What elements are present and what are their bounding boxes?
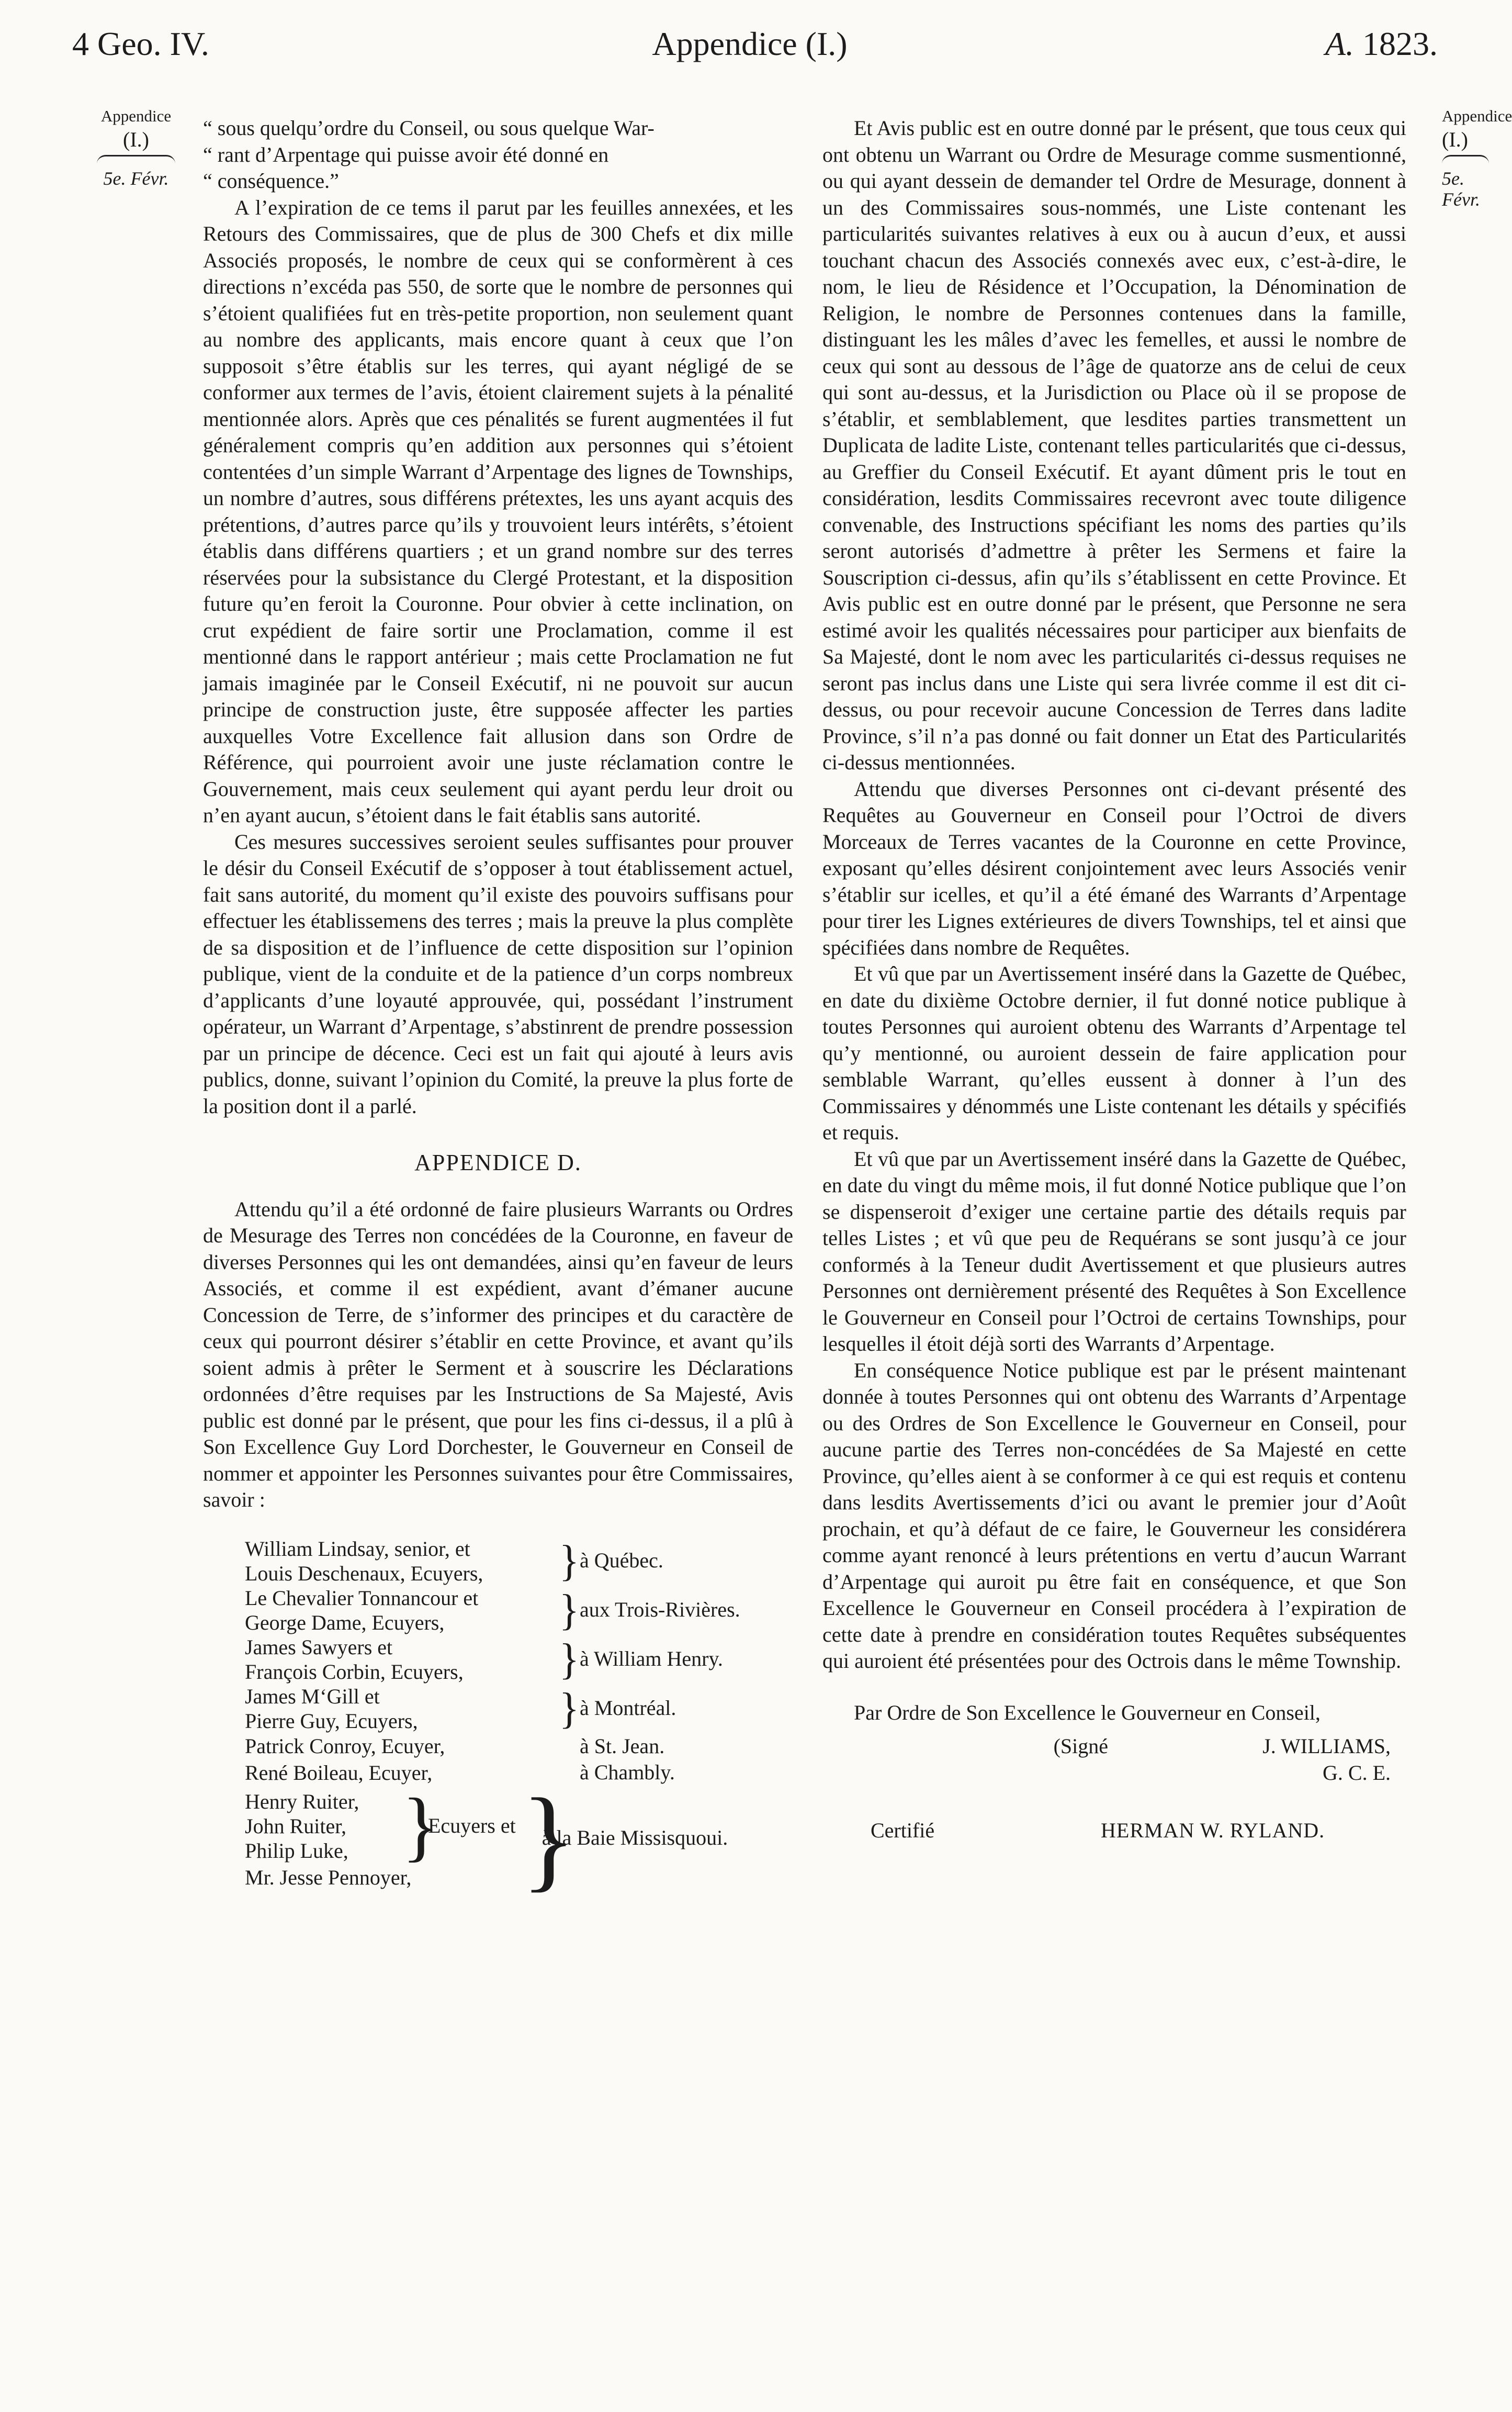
signed-label: (Signé bbox=[1053, 1734, 1108, 1758]
signer-name: J. WILLIAMS, bbox=[1262, 1734, 1391, 1758]
margin-date: 5e. Févr. bbox=[103, 168, 169, 189]
commissioner-name: James Sawyers et bbox=[245, 1635, 393, 1659]
commissioner-place: à Québec. bbox=[580, 1549, 663, 1573]
section-heading: APPENDICE D. bbox=[414, 1150, 582, 1175]
commissioner-name: William Lindsay, senior, et bbox=[245, 1536, 470, 1561]
quote-line: “ rant d’Arpentage qui puisse avoir été donné en bbox=[203, 142, 609, 166]
margin-label: Appendice bbox=[100, 107, 172, 125]
left-column bbox=[203, 115, 793, 1902]
commissioner-name: Philip Luke, bbox=[245, 1838, 348, 1863]
commissioner-place: à William Henry. bbox=[580, 1647, 723, 1671]
commissioner-name: Henry Ruiter, bbox=[245, 1789, 359, 1813]
commissioner-single bbox=[203, 1759, 793, 1786]
header-letter: A. bbox=[1325, 25, 1354, 62]
right-column bbox=[822, 115, 1406, 1844]
commissioner-name: Louis Deschenaux, Ecuyers, bbox=[245, 1561, 483, 1585]
quote-line: “ sous quelqu’ordre du Conseil, ou sous quelque War- bbox=[203, 116, 655, 140]
brace-icon: } bbox=[402, 1782, 439, 1869]
commissioner-single bbox=[203, 1733, 793, 1760]
commissioner-name: François Corbin, Ecuyers, bbox=[245, 1659, 464, 1684]
commissioner-name: George Dame, Ecuyers, bbox=[245, 1610, 445, 1634]
paragraph: Attendu que diverses Personnes ont ci-devant présenté des Requêtes au Gouverneur en Conseil pour l’Octroi de divers Morceaux de Terres vacantes de la Couronne en cette Province, exposant qu’elles désirent conjointement avec leurs Associés venir s’établir sur icelles, et qu’il a été émané des Warrants d’Arpentage pour tirer les Lignes extérieures de divers Townships, tel et ainsi que spécifiées dans nombre de Requêtes. bbox=[822, 777, 1406, 959]
group-title: Ecuyers et bbox=[428, 1813, 516, 1837]
certifier-name: HERMAN W. RYLAND. bbox=[1101, 1819, 1325, 1842]
commissioner-pair bbox=[203, 1586, 793, 1635]
commissioner-name: René Boileau, Ecuyer, bbox=[245, 1760, 433, 1785]
commissioner-pair bbox=[203, 1536, 793, 1586]
header-session: 4 Geo. IV. bbox=[72, 25, 209, 62]
margin-brace-icon bbox=[1442, 155, 1489, 164]
order-line: Par Ordre de Son Excellence le Gouverneur en Conseil, bbox=[854, 1700, 1321, 1724]
margin-date: 5e. Févr. bbox=[1442, 168, 1480, 210]
paragraph: En conséquence Notice publique est par le présent maintenant donnée à toutes Personnes qui ont obtenu des Warrants d’Arpentage ou des Ordres de Son Excellence le Gouverneur en Conseil, pour aucune partie des Terres non-concédées de Sa Majesté en cette Province, qu’elles aient à se conformer à ce qui est requis et contenu dans lesdits Avertissements d’ici ou avant le premier jour d’Août prochain, et qu’à défaut de ce faire, le Gouverneur les considérera comme ayant renoncé à leurs prétentions en vertu d’aucun Warrant d’Arpentage qui auroit pu être fait en conséquence, et que Son Excellence le Gouverneur en Conseil procédera à l’expiration de cette date à prendre en considération toutes Requêtes subséquentes qui auroient été présentées pour des Octrois dans le même Township. bbox=[822, 1358, 1406, 1673]
brace-icon: } bbox=[559, 1586, 580, 1634]
commissioner-pair bbox=[203, 1684, 793, 1733]
paragraph: Et vû que par un Avertissement inséré dans la Gazette de Québec, en date du vingt du même mois, il fut donné Notice publique que l’on se dispenseroit d’exiger une certaine partie des détails requis par telles Listes ; et vû que peu de Requérans se sont jusqu’à ce jour conformés à la Teneur dudit Avertissement et que plusieurs autres Personnes ont dernièrement présenté des Requêtes à Son Excellence le Gouverneur en Conseil pour l’Octroi de certains Townships, pour lesquelles il étoit déjà sorti des Warrants d’Arpentage. bbox=[822, 1147, 1406, 1355]
header-year-number: 1823. bbox=[1362, 25, 1438, 62]
commissioner-place: aux Trois-Rivières. bbox=[580, 1598, 740, 1622]
commissioner-pair bbox=[203, 1635, 793, 1684]
commissioner-name: Pierre Guy, Ecuyers, bbox=[245, 1709, 418, 1733]
commissioners-list bbox=[203, 1536, 793, 1902]
brace-icon: } bbox=[559, 1635, 580, 1684]
margin-label: Appendice bbox=[1442, 107, 1512, 125]
signed-line bbox=[822, 1733, 1406, 1786]
commissioner-name: James M‘Gill et bbox=[245, 1684, 380, 1708]
margin-number: (I.) bbox=[123, 128, 149, 151]
commissioner-name: John Ruiter, bbox=[245, 1814, 346, 1838]
commissioner-name: Le Chevalier Tonnancour et bbox=[245, 1586, 479, 1610]
commissioner-place: à St. Jean. bbox=[580, 1734, 665, 1758]
header-title: Appendice (I.) bbox=[652, 25, 848, 62]
quote-line: “ conséquence.” bbox=[203, 169, 339, 193]
commissioner-group bbox=[203, 1774, 793, 1902]
brace-icon: } bbox=[559, 1536, 580, 1585]
certified-line bbox=[822, 1818, 1406, 1844]
commissioner-place: à Chambly. bbox=[580, 1760, 675, 1784]
paragraph: Et vû que par un Avertissement inséré dans la Gazette de Québec, en date du dixième Octobre dernier, il fut donné notice publique à toutes Personnes qui auroient obtenu des Warrants d’Arpentage tel qu’y mentionné, ou auroient dessein de faire application pour semblable Warrant, qu’elles eussent à donner à l’un des Commissaires y dénommés une Liste contenant les détails y spécifiés et requis. bbox=[822, 962, 1406, 1144]
commissioner-place: à la Baie Missisquoui. bbox=[541, 1826, 728, 1850]
paragraph: Attendu qu’il a été ordonné de faire plusieurs Warrants ou Ordres de Mesurage des Terres non concédées de la Couronne, en faveur de diverses Personnes qui les ont demandées, ainsi qu’en faveur de leurs Associés, et comme il est expédient, avant d’émaner aucune Concession de Terre, de s’informer des principes et du caractère de ceux qui pourront désirer s’établir en cette Province, et avant qu’ils soient admis à prêter le Serment et à souscrire les Déclarations ordonnées d’être requises par les Instructions de Sa Majesté, Avis public est donné par le présent, que pour les fins ci-dessus, il a plû à Son Excellence Guy Lord Dorchester, le Gouverneur en Conseil de nommer et appointer les Personnes suivantes pour être Commissaires, savoir : bbox=[203, 1197, 793, 1511]
signature-block bbox=[822, 1700, 1406, 1844]
margin-number: (I.) bbox=[1442, 128, 1468, 151]
commissioner-place: à Montréal. bbox=[580, 1696, 676, 1720]
margin-note-left bbox=[78, 106, 194, 189]
paragraph: Et Avis public est en outre donné par le présent, que tous ceux qui ont obtenu un Warrant ou Ordre de Mesurage comme susmentionné, ou qui ayant dessein de demander tel Ordre de Mesurage, donnent à un des Commissaires sous-nommés, une Liste contenant les particularités suivantes relatives à eux ou à aucun d’eux, et aussi touchant chacun des Associés connexés avec eux, c’est-à-dire, le nom, le lieu de Résidence et l’Occupation, la Dénomination de Religion, le nombre de Personnes contenues dans la famille, distinguant les les mâles d’avec les femelles, et aussi le nombre de ceux qui sont au dessous de l’âge de quatorze ans de celui de ceux qui sont au-dessus, et la Jurisdiction ou Place où il se propose de s’établir, et semblablement, que lesdites parties transmettent un Duplicata de ladite Liste, contenant telles particularités que ci-dessus, au Greffier du Conseil Exécutif. Et ayant dûment pris le tout en considération, lesdits Commissaires recevront avec toute diligence convenable, des Instructions spécifiant les noms des parties qu’ils seront autorisés d’admettre à prêter les Sermens et faire la Souscription ci-dessus, afin qu’ils s’établissent en cette Province. Et Avis public est en outre donné par le présent, que Personne ne sera estimé avoir les qualités nécessaires pour participer aux bienfaits de Sa Majesté, dont le nom avec les particularités ci-dessus requises ne seront pas inclus dans une Liste qui sera livrée comme il est dit ci-dessus, ou pour recevoir aucune Concession de Terres dans ladite Province, s’il n’a pas donné ou fait donner un Etat des Particularités ci-dessus mentionnées. bbox=[822, 116, 1406, 774]
margin-note-right bbox=[1442, 106, 1512, 210]
paragraph: Ces mesures successives seroient seules suffisantes pour prouver le désir du Conseil Exécutif de s’opposer à tout établissement actuel, fait sans autorité, du moment qu’il existe des pouvoirs suffisans pour effectuer les établissemens des terres ; mais la preuve la plus complète de sa disposition et de l’influence de cette disposition sur l’opinion publique, vient de la conduite et de la patience d’un corps nombreux d’applicants d’une loyauté approuvée, qui, possédant l’instrument opérateur, un Warrant d’Arpentage, s’abstinrent de prendre possession par un principe de décence. Ceci est un fait qui ajouté à leurs avis publics, donne, suivant l’opinion du Comité, la preuve la plus forte de la position dont il a parlé. bbox=[203, 829, 793, 1118]
header-year bbox=[1325, 23, 1438, 65]
brace-icon: } bbox=[559, 1684, 580, 1733]
margin-brace-icon bbox=[97, 155, 175, 164]
signer-title: G. C. E. bbox=[1323, 1760, 1391, 1785]
brace-icon: } bbox=[521, 1774, 577, 1902]
commissioner-name: Patrick Conroy, Ecuyer, bbox=[245, 1734, 445, 1758]
certified-label: Certifié bbox=[871, 1819, 935, 1842]
commissioner-name: Mr. Jesse Pennoyer, bbox=[245, 1866, 412, 1889]
paragraph: A l’expiration de ce tems il parut par les feuilles annexées, et les Retours des Commissaires, que de plus de 300 Chefs et dix mille Associés proposés, le nombre de ceux qui se conformèrent à ces directions n’excéda pas 550, de sorte que le nombre de personnes qui s’étoient qualifiées fut en très-petite proportion, non seulement quant au nombre des applicants, mais encore quant à ceux que l’on supposoit s’être établis sur les terres, qui ayant négligé de se conformer aux termes de l’avis, étoient clairement sujets à la pénalité mentionnée alors. Après que ces pénalités se furent augmentées il fut généralement compris qu’en addition aux personnes qui s’étoient contentées d’un simple Warrant d’Arpentage des lignes de Townships, un nombre d’autres, sous différens prétextes, les uns ayant acquis des prétentions, d’autres parce qu’ils y trouvoient leurs intérêts, s’étoient établis dans différens quartiers ; et un grand nombre sur des terres réservées pour la subsistance du Clergé Protestant, et la disposition future qu’en feroit la Couronne. Pour obvier à cette inclination, on crut expédient de faire sortir une Proclamation, comme il est mentionné dans le rapport antérieur ; mais cette Proclamation ne fut jamais imaginée par le Conseil Exécutif, ni ne pouvoit sur aucun principe de construction juste, être supposée affecter les parties auxquelles Votre Excellence fait allusion dans son Ordre de Référence, qui pourroient avoir une juste réclamation contre le Gouvernement, mais ceux seulement qui ayant perdu leur droit ou n’en ayant aucun, s’étoient dans le fait établis sans autorité. bbox=[203, 195, 793, 827]
